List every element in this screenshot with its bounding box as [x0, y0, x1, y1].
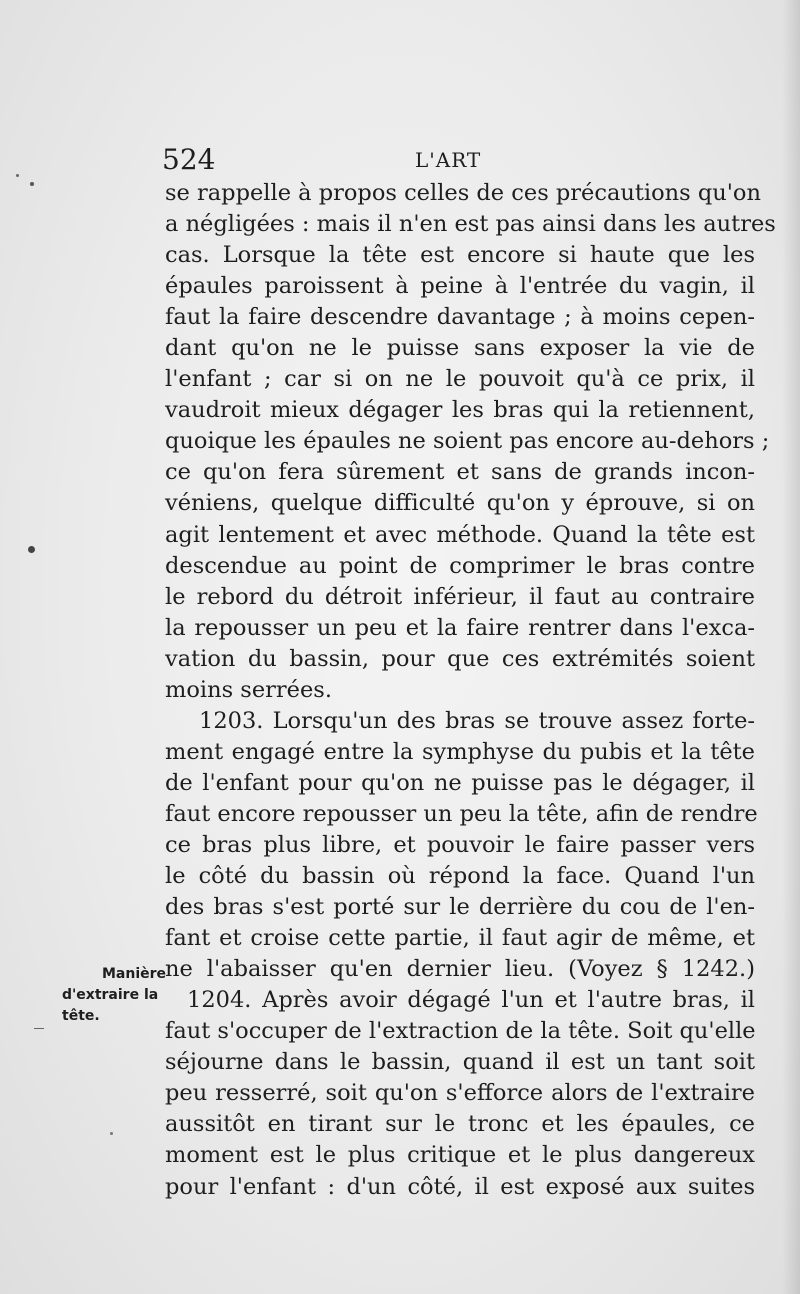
text-line: faut encore repousser un peu la tête, afin de rendre	[165, 800, 758, 827]
text-line: a négligées : mais il n'en est pas ainsi dans les autres	[165, 211, 776, 238]
body-text	[165, 178, 776, 1203]
text-line: agit lentement et avec méthode. Quand la tête est	[165, 521, 755, 548]
ink-spot	[110, 1132, 113, 1135]
text-line: vation du bassin, pour que ces extrémités soient	[165, 645, 755, 672]
text-line: ce qu'on fera sûrement et sans de grands incon-	[165, 459, 755, 486]
text-line: véniens, quelque difficulté qu'on y éprouve, si on	[165, 490, 755, 517]
text-line: fant et croise cette partie, il faut agir de même, et	[165, 925, 755, 952]
running-head	[160, 140, 760, 180]
margin-note-line: Manière	[102, 966, 167, 982]
text-line: le côté du bassin où répond la face. Quand l'un	[165, 863, 755, 890]
running-title: L'ART	[415, 148, 482, 172]
ink-spot	[28, 546, 35, 553]
text-line: descendue au point de comprimer le bras contre	[165, 552, 755, 579]
text-line: de l'enfant pour qu'on ne puisse pas le dégager, il	[165, 769, 755, 796]
paragraph-1204-start: 1204. Après avoir dégagé l'un et l'autre bras, il	[187, 987, 755, 1014]
text-line: moment est le plus critique et le plus dangereux	[165, 1142, 755, 1169]
ink-mark	[34, 1028, 44, 1029]
margin-note-line: tête.	[62, 1008, 100, 1024]
text-line: quoique les épaules ne soient pas encore au-dehors ;	[165, 428, 770, 455]
text-line: faut la faire descendre davantage ; à moins cepen-	[165, 304, 755, 331]
text-line: aussitôt en tirant sur le tronc et les épaules, ce	[165, 1111, 755, 1138]
ink-spot	[16, 174, 19, 177]
text-line: vaudroit mieux dégager les bras qui la retiennent,	[165, 397, 755, 424]
text-line: ce bras plus libre, et pouvoir le faire passer vers	[165, 831, 755, 858]
text-line: faut s'occuper de l'extraction de la tête. Soit qu'elle	[165, 1018, 756, 1045]
text-line: la repousser un peu et la faire rentrer dans l'exca-	[165, 614, 755, 641]
text-line: ne l'abaisser qu'en dernier lieu. (Voyez § 1242.)	[165, 956, 755, 983]
text-line: épaules paroissent à peine à l'entrée du vagin, il	[165, 273, 755, 300]
page-edge-shadow	[782, 0, 800, 1294]
text-line: peu resserré, soit qu'on s'efforce alors de l'extraire	[165, 1080, 755, 1107]
text-line: séjourne dans le bassin, quand il est un tant soit	[165, 1049, 755, 1076]
text-line: des bras s'est porté sur le derrière du cou de l'en-	[165, 894, 755, 921]
text-line: cas. Lorsque la tête est encore si haute que les	[165, 242, 755, 269]
text-line: dant qu'on ne le puisse sans exposer la vie de	[165, 335, 755, 362]
text-line: le rebord du détroit inférieur, il faut au contraire	[165, 583, 755, 610]
text-line: pour l'enfant : d'un côté, il est exposé aux suites	[165, 1173, 755, 1200]
text-line: moins serrées.	[165, 676, 332, 703]
margin-note-line: d'extraire la	[62, 987, 159, 1003]
margin-note	[62, 964, 172, 1027]
paragraph-1203-start: 1203. Lorsqu'un des bras se trouve assez forte-	[199, 707, 755, 734]
text-line: l'enfant ; car si on ne le pouvoit qu'à ce prix, il	[165, 366, 755, 393]
page-number: 524	[162, 143, 216, 176]
text-line: ment engagé entre la symphyse du pubis et la tête	[165, 738, 755, 765]
text-line: se rappelle à propos celles de ces précautions qu'on	[165, 180, 761, 206]
ink-spot	[30, 182, 34, 186]
